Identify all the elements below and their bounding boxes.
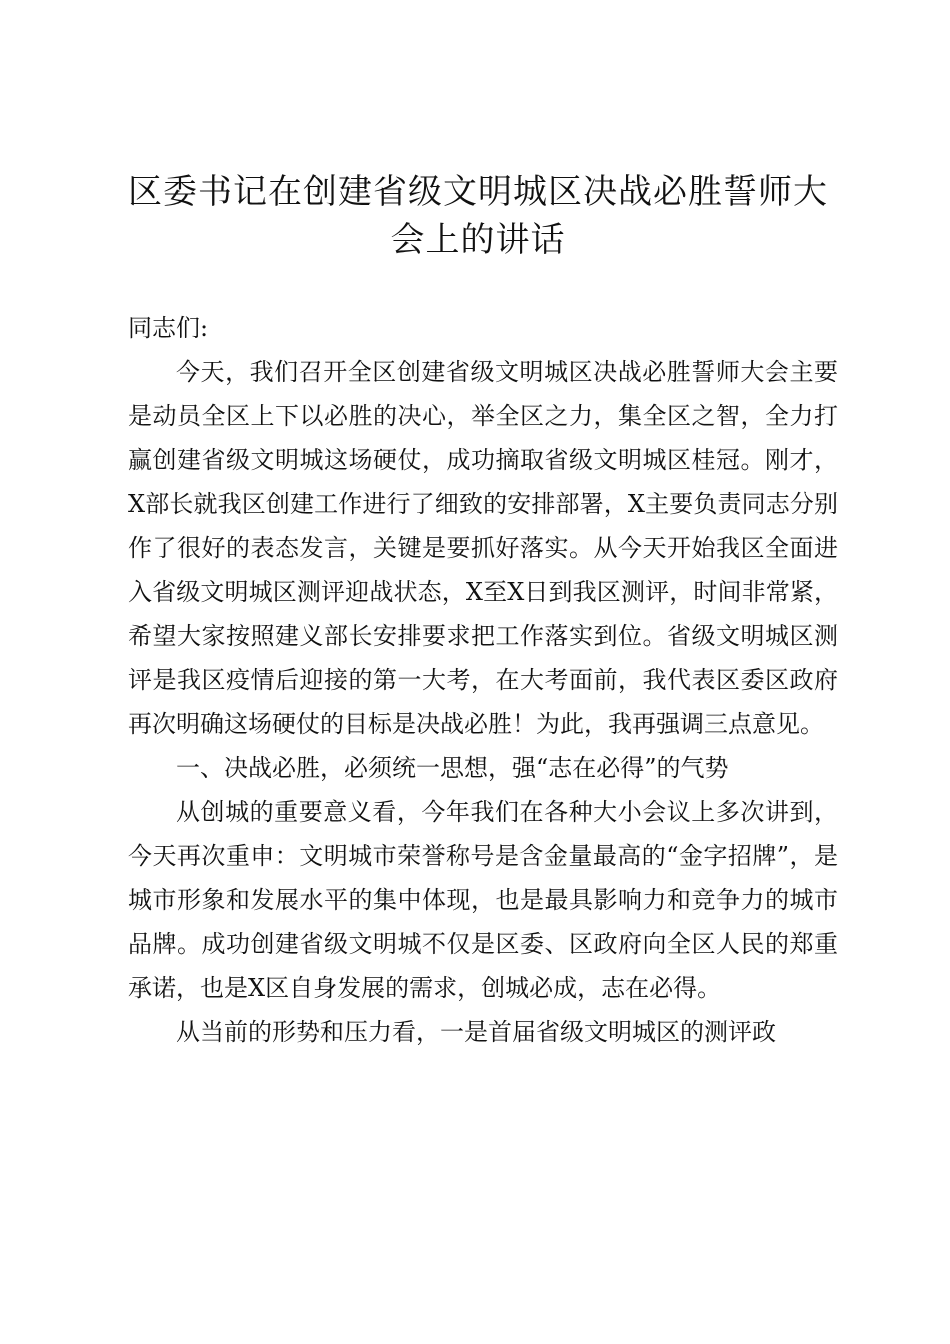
section-heading-1: 一、决战必胜，必须统一思想，强“志在必得”的气势 (176, 754, 729, 782)
title-line-1: 区委书记在创建省级文明城区决战必胜誓师大 (128, 172, 828, 212)
title-line-2: 会上的讲话 (390, 220, 566, 260)
document-body (128, 306, 838, 1054)
paragraph-situation: 从当前的形势和压力看，一是首届省级文明城区的测评政 (176, 1018, 776, 1046)
salutation: 同志们: (128, 314, 209, 342)
document-title (120, 168, 836, 264)
paragraph-opening: 今天，我们召开全区创建省级文明城区决战必胜誓师大会主要是动员全区上下以必胜的决心，举全区之力，集全区之智，全力打赢创建省级文明城这场硬仗，成功摘取省级文明城区桂冠。刚才，X部长就我区创建工作进行了细致的安排部署，X主要负责同志分别作了很好的表态发言，关键是要抓好落实。从今天开始我区全面进入省级文明城区测评迎战状态，X至X日到我区测评，时间非常紧，希望大家按照建义部长安排要求把工作落实到位。省级文明城区测评是我区疫情后迎接的第一大考，在大考面前，我代表区委区政府再次明确这场硬仗的目标是决战必胜！为此，我再强调三点意见。 (128, 358, 838, 738)
paragraph-significance: 从创城的重要意义看，今年我们在各种大小会议上多次讲到，今天再次重申：文明城市荣誉称号是含金量最高的“金字招牌”，是城市形象和发展水平的集中体现，也是最具影响力和竞争力的城市品牌。成功创建省级文明城不仅是区委、区政府向全区人民的郑重承诺，也是X区自身发展的需求，创城必成，志在必得。 (128, 798, 838, 1002)
